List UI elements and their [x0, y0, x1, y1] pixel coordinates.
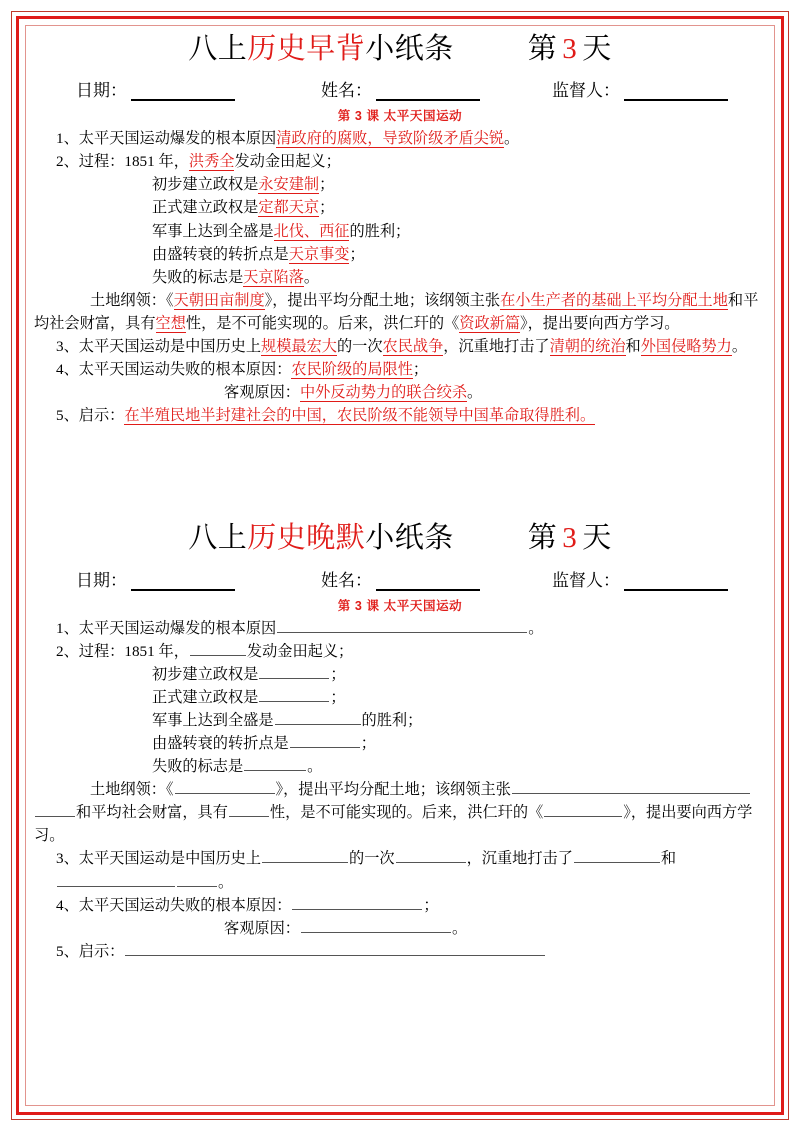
recall-lesson-subtitle: 第 3 课 太平天国运动 [337, 598, 463, 613]
recite-process-5-answer: 天京陷落 [243, 268, 304, 286]
recall-title-prefix: 八上 [188, 522, 248, 555]
recall-item-5-blank[interactable] [125, 943, 545, 956]
recall-item-3-mid-2: ，沉重地打击了 [466, 850, 573, 868]
recall-process-1-end: ； [330, 665, 346, 683]
recite-land-program-paragraph [34, 289, 766, 335]
recite-land-mid-2: 和平均社会财富，具有 [34, 291, 759, 332]
recite-process-1-end: ； [319, 176, 335, 194]
recall-supervisor-input-rule[interactable] [624, 576, 728, 591]
recite-item-4b-lead: 客观原因： [224, 384, 300, 402]
recall-item-4-blank[interactable] [292, 897, 422, 910]
recall-process-line-4 [34, 732, 766, 755]
recite-item-2-end: 发动金田起义； [234, 153, 341, 171]
recite-land-answer-4: 资政新篇 [459, 314, 520, 332]
recite-day-number: 3 [562, 33, 578, 65]
recite-process-1-answer: 永安建制 [258, 176, 320, 194]
recite-content [34, 127, 766, 427]
section-spacer [34, 427, 766, 519]
recall-item-5 [34, 940, 766, 963]
recite-item-5-answer: 在半殖民地半封建社会的中国，农民阶级不能领导中国革命取得胜利。 [124, 407, 596, 425]
recall-land-blank-2[interactable] [512, 781, 750, 794]
recite-process-5-lead: 失败的标志是 [152, 268, 244, 286]
recall-supervisor-field[interactable] [552, 566, 728, 591]
recall-item-4b-end: 。 [451, 919, 468, 937]
recall-process-3-blank[interactable] [275, 712, 361, 725]
recite-title-prefix: 八上 [188, 33, 248, 65]
recite-item-2 [34, 150, 766, 173]
recall-title-suffix: 小纸条 [365, 522, 454, 555]
recite-item-3-mid-1: 的一次 [336, 337, 383, 355]
recall-item-2 [34, 640, 766, 663]
recite-meta-row [34, 76, 766, 101]
recall-process-3-end: 的胜利； [361, 711, 423, 729]
recall-date-input-rule[interactable] [131, 576, 235, 591]
recite-process-line-5 [34, 266, 766, 289]
recall-item-2-lead: 2、过程：1851 年， [56, 642, 189, 660]
recall-process-4-lead: 由盛转衰的转折点是 [152, 734, 289, 752]
recite-name-field[interactable] [321, 76, 480, 101]
recite-item-4b-answer: 中外反动势力的联合绞杀 [299, 384, 467, 402]
recall-title-highlight: 历史晚默 [247, 522, 366, 555]
recite-item-4b-end: 。 [467, 384, 483, 402]
recall-process-2-blank[interactable] [259, 689, 329, 702]
recall-land-blank-1[interactable] [175, 781, 275, 794]
recite-process-line-2 [34, 196, 766, 219]
recite-item-4-answer: 农民阶级的局限性 [291, 361, 413, 379]
recite-process-line-1 [34, 173, 766, 196]
recite-name-label: 姓名： [321, 81, 372, 101]
recall-date-label: 日期： [76, 570, 127, 590]
recite-process-1-lead: 初步建立政权是 [152, 176, 259, 194]
recall-process-5-end: 。 [307, 758, 323, 776]
recall-item-2-end: 发动金田起义； [246, 642, 354, 660]
recite-land-answer-3: 空想 [155, 314, 186, 332]
recall-item-3-mid-3: 和 [660, 850, 677, 868]
recall-item-3 [34, 847, 766, 893]
recall-item-3-blank-4[interactable] [57, 874, 175, 887]
recall-item-1-lead: 1、太平天国运动爆发的根本原因 [56, 619, 277, 637]
recall-item-3-blank-1[interactable] [262, 850, 348, 863]
recite-title-suffix: 小纸条 [365, 33, 454, 65]
recite-title-highlight: 历史早背 [247, 33, 366, 65]
recite-item-3-mid-3: 和 [625, 337, 641, 355]
recall-name-label: 姓名： [321, 570, 372, 590]
recall-day-prefix: 第 [527, 522, 558, 555]
recite-item-1-answer: 清政府的腐败，导致阶级矛盾尖锐 [276, 130, 505, 148]
recall-item-3-blank-2[interactable] [396, 850, 466, 863]
recall-process-4-blank[interactable] [290, 735, 360, 748]
recall-process-line-2 [34, 686, 766, 709]
recall-land-program-paragraph [34, 778, 766, 847]
recall-land-blank-3[interactable] [229, 804, 269, 817]
recite-sheet-section [34, 30, 766, 427]
recall-item-4-lead: 4、太平天国运动失败的根本原因： [56, 896, 292, 914]
recite-item-1-end: 。 [504, 130, 520, 148]
recall-land-blank-4[interactable] [544, 804, 622, 817]
recall-land-blank-2b[interactable] [35, 804, 75, 817]
recall-land-mid-3: 性，是不可能实现的。后来，洪仁玕的《 [269, 804, 544, 822]
recall-process-1-blank[interactable] [259, 666, 329, 679]
recall-item-1-end: 。 [528, 619, 544, 637]
recite-day-counter [528, 30, 612, 69]
recall-process-line-3 [34, 709, 766, 732]
recall-name-field[interactable] [321, 566, 480, 591]
page-body [34, 30, 766, 1100]
recite-item-2-answer: 洪秀全 [188, 153, 235, 171]
recite-process-4-end: ； [349, 245, 365, 263]
recite-process-4-answer: 天京事变 [288, 245, 350, 263]
recall-process-2-lead: 正式建立政权是 [152, 688, 259, 706]
recall-supervisor-label: 监督人： [552, 570, 620, 590]
recite-item-3-end: 。 [731, 337, 748, 355]
recite-process-4-lead: 由盛转衰的转折点是 [152, 245, 289, 263]
recall-item-3-mid-1: 的一次 [349, 850, 395, 868]
recall-item-2-blank[interactable] [190, 643, 246, 656]
recite-item-3-answer-2: 农民战争 [382, 337, 444, 355]
recite-land-lead: 土地纲领：《 [90, 291, 174, 309]
recall-land-mid-2: 和平均社会财富，具有 [76, 804, 228, 822]
recite-date-label: 日期： [76, 81, 127, 101]
recall-process-5-lead: 失败的标志是 [152, 758, 244, 776]
recite-name-input-rule[interactable] [376, 86, 480, 101]
recite-process-2-answer: 定都天京 [258, 199, 320, 217]
recite-process-2-end: ； [319, 199, 335, 217]
recall-item-4-objective [34, 917, 766, 940]
recall-item-4 [34, 894, 766, 917]
recite-item-3-answer-4: 外国侵略势力 [640, 337, 732, 355]
recite-item-3-answer-3: 清朝的统治 [549, 337, 626, 355]
recall-land-mid-1: 》，提出平均分配土地；该纲领主张 [275, 781, 511, 799]
recite-date-field[interactable] [76, 76, 235, 101]
recite-process-2-lead: 正式建立政权是 [152, 199, 259, 217]
recall-content [34, 617, 766, 963]
recite-item-4 [34, 358, 766, 381]
recite-date-input-rule[interactable] [131, 86, 235, 101]
recall-item-4-end: ； [423, 896, 439, 914]
recall-item-1-blank[interactable] [277, 620, 527, 633]
recall-day-suffix: 天 [582, 522, 612, 555]
recall-process-3-lead: 军事上达到全盛是 [152, 711, 274, 729]
recall-day-counter [528, 519, 612, 558]
recite-item-1-lead: 1、太平天国运动爆发的根本原因 [56, 130, 277, 148]
recall-item-5-lead: 5、启示： [56, 942, 125, 960]
recall-process-2-end: ； [330, 688, 346, 706]
recite-item-4-objective [34, 381, 766, 404]
recite-item-3-lead: 3、太平天国运动是中国历史上 [56, 337, 262, 355]
recite-process-5-end: 。 [303, 268, 320, 286]
recite-process-3-answer: 北伐、西征 [273, 222, 350, 240]
recall-day-number: 3 [562, 522, 578, 555]
recall-sheet-section [34, 519, 766, 963]
recite-item-3-answer-1: 规模最宏大 [261, 337, 337, 355]
recall-process-4-end: ； [360, 734, 376, 752]
recite-sheet-title [34, 30, 766, 69]
recite-process-3-end: 的胜利； [349, 222, 411, 240]
recite-item-4-end: ； [412, 361, 429, 379]
recite-item-3-mid-2: ，沉重地打击了 [443, 337, 550, 355]
recite-supervisor-input-rule[interactable] [624, 86, 728, 101]
recite-item-4-lead: 4、太平天国运动失败的根本原因： [56, 361, 292, 379]
recall-process-line-1 [34, 663, 766, 686]
recite-land-mid-1: 》，提出平均分配土地；该纲领主张 [264, 291, 501, 309]
recite-lesson-subtitle: 第 3 课 太平天国运动 [337, 109, 463, 124]
recall-item-3-blank-4b[interactable] [177, 874, 217, 887]
recall-name-input-rule[interactable] [376, 576, 480, 591]
recall-process-5-blank[interactable] [244, 758, 306, 771]
recite-supervisor-label: 监督人： [552, 81, 620, 101]
recite-land-answer-2: 在小生产者的基础上平均分配土地 [500, 291, 728, 309]
recite-item-3 [34, 335, 766, 358]
recite-land-mid-3: 性，是不可能实现的。后来，洪仁玕的《 [185, 314, 460, 332]
recite-item-2-lead: 2、过程：1851 年， [56, 153, 189, 171]
recite-item-1 [34, 127, 766, 150]
recite-process-3-lead: 军事上达到全盛是 [152, 222, 274, 240]
recite-day-suffix: 天 [582, 33, 612, 65]
recite-process-line-4 [34, 243, 766, 266]
recall-process-1-lead: 初步建立政权是 [152, 665, 259, 683]
recite-item-5 [34, 404, 766, 427]
recall-process-line-5 [34, 755, 766, 778]
recall-date-field[interactable] [76, 566, 235, 591]
recite-supervisor-field[interactable] [552, 76, 728, 101]
recall-meta-row [34, 566, 766, 591]
recall-item-3-end: 。 [218, 873, 234, 891]
recall-item-4b-blank[interactable] [301, 920, 451, 933]
recite-land-end: 》，提出要向西方学习。 [520, 314, 680, 332]
recall-item-1 [34, 617, 766, 640]
recite-item-5-lead: 5、启示： [56, 407, 125, 425]
recite-process-line-3 [34, 220, 766, 243]
recite-land-answer-1: 天朝田亩制度 [173, 291, 265, 309]
recall-item-4b-lead: 客观原因： [224, 919, 300, 937]
recall-land-lead: 土地纲领：《 [90, 781, 174, 799]
recall-sheet-title [34, 519, 766, 558]
recall-item-3-lead: 3、太平天国运动是中国历史上 [56, 850, 262, 868]
recite-day-prefix: 第 [527, 33, 558, 65]
recall-land-end: 》，提出要向西方学习。 [34, 804, 753, 845]
recall-item-3-blank-3[interactable] [574, 850, 660, 863]
